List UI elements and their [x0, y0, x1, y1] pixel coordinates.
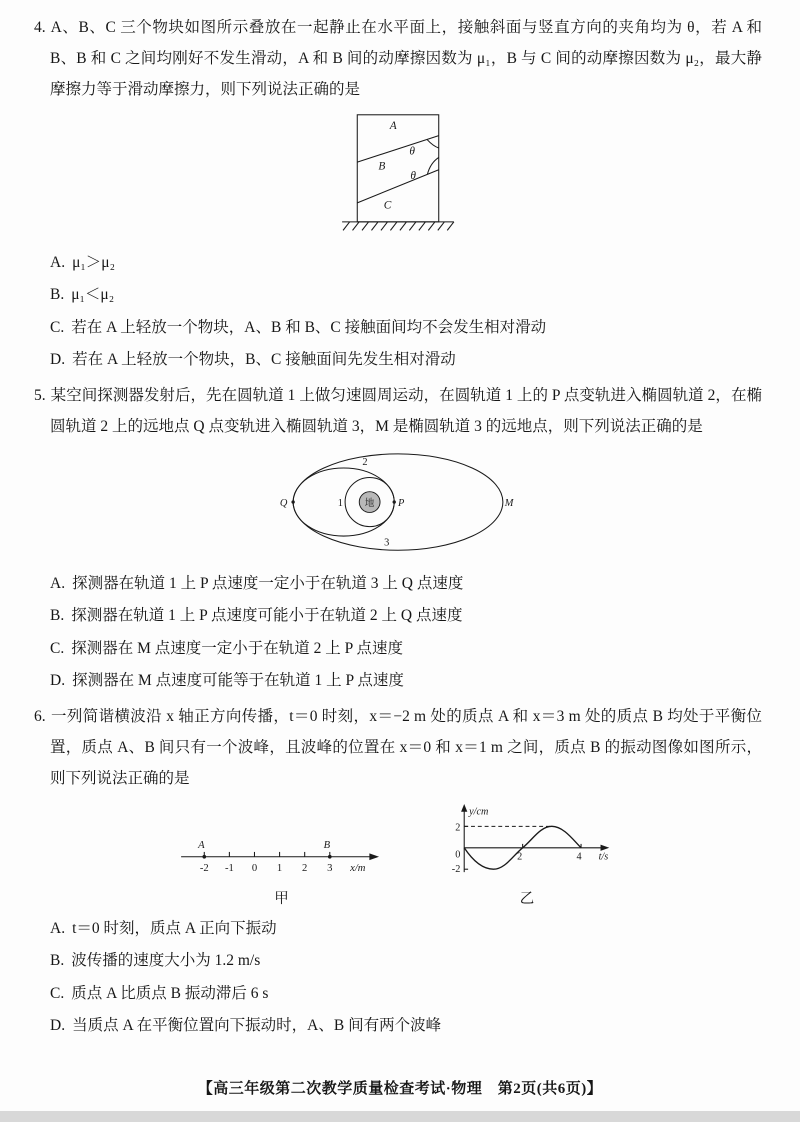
- caption-yi: 乙: [519, 891, 535, 907]
- label-x-axis: x/m: [349, 863, 365, 875]
- q4-option-a: A. μ₁＞μ₂: [50, 254, 116, 271]
- label-origin: 0: [454, 849, 460, 861]
- q4-blocks-diagram: [308, 111, 488, 237]
- label-orbit-2: 2: [362, 457, 368, 469]
- label-t2: 2: [516, 851, 522, 863]
- x-axis-arrow: [369, 853, 379, 860]
- label-t4: 4: [576, 851, 582, 863]
- label-point-p: P: [398, 497, 405, 509]
- incline-ab: [357, 136, 438, 163]
- q6-option-c: C. 质点 A 比质点 B 振动滞后 6 s: [50, 984, 269, 1002]
- point-p-dot: [393, 500, 396, 503]
- q5-option-d: D. 探测器在 M 点速度可能等于在轨道 1 上 P 点速度: [50, 671, 404, 689]
- q5-figure: [34, 448, 762, 563]
- q5-option-b: B. 探测器在轨道 1 上 P 点速度可能小于在轨道 2 上 Q 点速度: [50, 607, 463, 625]
- q4-figure: [34, 111, 762, 242]
- q5-orbits-diagram: [278, 448, 518, 558]
- q6-option-b: B. 波传播的速度大小为 1.2 m/s: [50, 952, 261, 970]
- q5-option-c: C. 探测器在 M 点速度一定小于在轨道 2 上 P 点速度: [50, 639, 404, 657]
- q4-stem: [34, 12, 762, 105]
- q6-xaxis-diagram: [177, 822, 387, 878]
- question-5: [34, 380, 762, 692]
- question-4: [34, 12, 762, 371]
- q6-stem: [34, 701, 762, 794]
- t-axis-arrow: [600, 845, 609, 851]
- q5-option-a: A. 探测器在轨道 1 上 P 点速度一定小于在轨道 3 上 Q 点速度: [50, 575, 464, 592]
- q5-stem-text: 某空间探测器发射后，先在圆轨道 1 上做匀速圆周运动，在圆轨道 1 上的 P 点变轨进入椭圆轨道 2，在椭圆轨道 2 上的远地点 Q 点变轨进入椭圆轨道 3，M 是椭圆轨道 3 的远地点，则下列说法正确的是: [50, 387, 762, 435]
- q5-number: 5.: [34, 387, 46, 404]
- q6-option-a: A. t＝0 时刻，质点 A 正向下振动: [50, 920, 277, 937]
- caption-jia: 甲: [274, 891, 289, 907]
- label-block-b: B: [378, 160, 386, 173]
- label-y2: 2: [454, 822, 460, 834]
- tick-neg2: -2: [199, 863, 209, 875]
- label-earth: 地: [364, 498, 375, 509]
- label-theta-bottom: θ: [410, 170, 416, 183]
- label-point-b: B: [323, 840, 330, 852]
- tick-3: 3: [326, 863, 332, 875]
- q6-number: 6.: [34, 708, 46, 725]
- point-a-dot: [202, 855, 206, 859]
- q6-figure-yi: [435, 802, 620, 908]
- tick-2: 2: [301, 863, 307, 875]
- label-block-a: A: [389, 120, 397, 132]
- tick-0: 0: [251, 863, 257, 875]
- q6-stem-text: 一列简谐横波沿 x 轴正方向传播，t＝0 时刻，x＝−2 m 处的质点 A 和 x＝3 m 处的质点 B 均处于平衡位置，质点 A、B 间只有一个波峰，且波峰的位置在 x＝0 和 x＝1 m 之间，质点 B 的振动图像如图所示，则下列说法正确的是: [50, 708, 762, 787]
- y-axis-arrow: [461, 804, 467, 812]
- q6-option-d: D. 当质点 A 在平衡位置向下振动时，A、B 间有两个波峰: [50, 1016, 442, 1034]
- label-point-m: M: [504, 497, 514, 509]
- label-theta-top: θ: [409, 145, 416, 158]
- q4-option-b: B. μ₁＜μ₂: [50, 286, 115, 304]
- q6-figure-jia: [177, 822, 387, 908]
- point-b-dot: [327, 855, 331, 859]
- scan-edge-strip: [0, 1111, 800, 1122]
- q4-number: 4.: [34, 19, 46, 36]
- q4-option-d: D. 若在 A 上轻放一个物块，B、C 接触面间先发生相对滑动: [50, 350, 456, 368]
- q4-stem-text: A、B、C 三个物块如图所示叠放在一起静止在水平面上，接触斜面与竖直方向的夹角均为 θ，若 A 和 B、B 和 C 之间均刚好不发生滑动，A 和 B 间的动摩擦因数为 μ₁，B 与 C 间的动摩擦因数为 μ₂，最大静摩擦力等于滑动摩擦力，则下列说法正确的是: [50, 19, 762, 98]
- q5-options: [34, 572, 762, 692]
- label-y-axis: y/cm: [468, 806, 488, 818]
- point-q-dot: [291, 500, 294, 503]
- q4-option-c: C. 若在 A 上轻放一个物块，A、B 和 B、C 接触面间均不会发生相对滑动: [50, 318, 547, 336]
- label-orbit-3: 3: [384, 537, 390, 549]
- label-point-q: Q: [279, 497, 288, 509]
- label-t-axis: t/s: [598, 851, 608, 863]
- label-point-a: A: [197, 840, 205, 852]
- label-orbit-1: 1: [337, 497, 343, 509]
- q6-vibration-graph: [435, 802, 620, 878]
- page-footer: 【高三年级第二次教学质量检查考试·物理 第2页(共6页)】: [197, 1081, 603, 1097]
- incline-bc: [357, 170, 438, 203]
- tick-neg1: -1: [224, 863, 234, 875]
- label-block-c: C: [383, 199, 392, 212]
- q5-stem: [34, 380, 762, 442]
- label-yneg2: -2: [451, 864, 460, 876]
- question-6: [34, 701, 762, 1037]
- q4-options: [34, 251, 762, 371]
- q6-figures: [34, 802, 762, 908]
- angle-arc-top: [427, 139, 439, 148]
- block-outline: [357, 115, 438, 222]
- tick-1: 1: [276, 863, 282, 875]
- q6-options: [34, 917, 762, 1037]
